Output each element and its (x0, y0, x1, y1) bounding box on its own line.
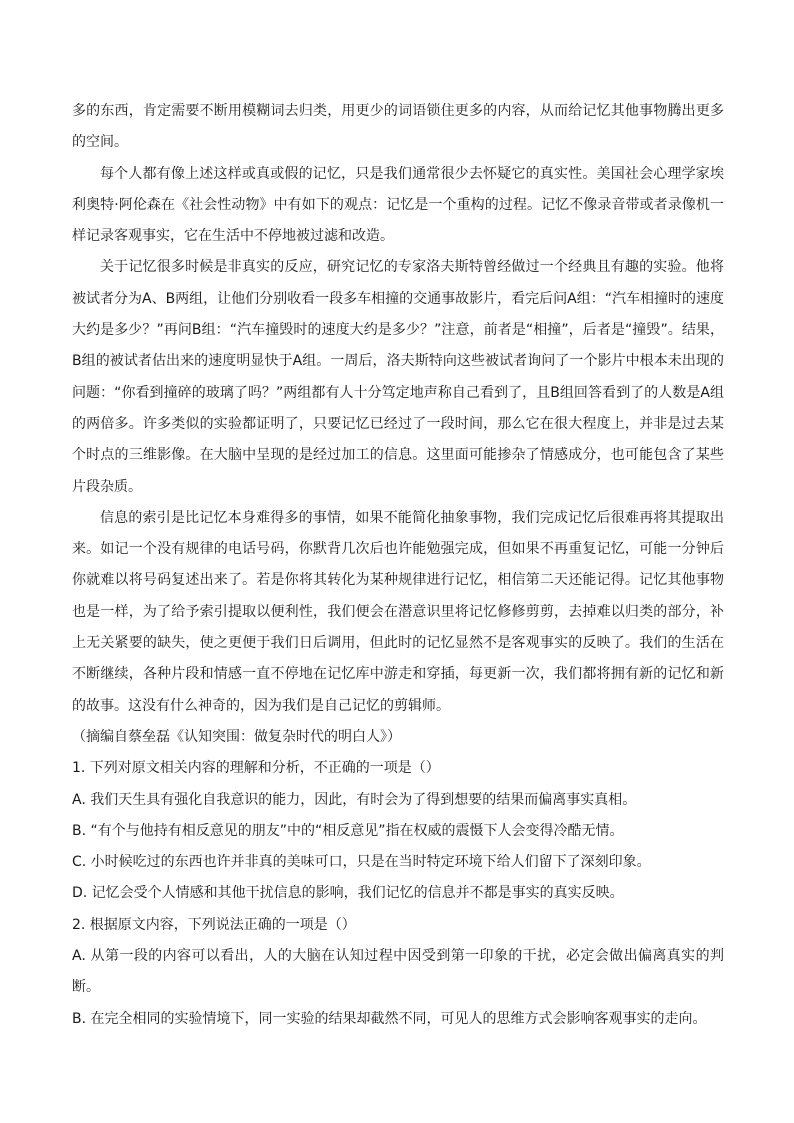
question-2 (72, 910, 724, 1035)
question-stem: 1. 下列对原文相关内容的理解和分析，不正确的一项是（） (72, 760, 440, 777)
source-citation: （摘编自蔡垒磊《认知突围：做复杂时代的明白人》） (72, 728, 401, 745)
question-stem: 2. 根据原文内容，下列说法正确的一项是（） (72, 916, 356, 933)
paragraph-indexing: 信息的索引是比记忆本身难得多的事情，如果不能简化抽象事物，我们完成记忆后很难再将其提取出来。如记一个没有规律的电话号码，你默背几次后也许能勉强完成，但如果不再重复记忆，可能一分钟后你就难以将号码复述出来了。若是你将其转化为某种规律进行记忆，相信第二天还能记得。记忆其他事物也是一样，为了给予索引提取以便利性，我们便会在潜意识里将记忆修修剪剪，去掉难以归类的部分，补上无关紧要的缺失，使之更便于我们日后调用，但此时的记忆显然不是客观事实的反映了。我们的生活在不断继续，各种片段和情感一直不停地在记忆库中游走和穿插，每更新一次，我们都将拥有新的记忆和新的故事。这没有什么神奇的，因为我们是自己记忆的剪辑师。 (72, 509, 724, 714)
paragraph-experiment: 关于记忆很多时候是非真实的反应，研究记忆的专家洛夫斯特曾经做过一个经典且有趣的实验。他将被试者分为A、B两组，让他们分别收看一段多车相撞的交通事故影片，看完后问A组：“汽车相撞时的速度大约是多少？”再问B组：“汽车撞毁时的速度大约是多少？”注意，前者是“相撞”，后者是“撞毁”。结果，B组的被试者估出来的速度明显快于A组。一周后，洛夫斯特向这些被试者询问了一个影片中根本未出现的问题：“你看到撞碎的玻璃了吗？”两组都有人十分笃定地声称自己看到了，且B组回答看到了的人数是A组的两倍多。许多类似的实验都证明了，只要记忆已经过了一段时间，那么它在很大程度上，并非是过去某个时点的三维影像。在大脑中呈现的是经过加工的信息。这里面可能掺杂了情感成分，也可能包含了某些片段杂质。 (72, 259, 725, 495)
option-c: C. 小时候吃过的东西也许并非真的美味可口，只是在当时特定环境下给人们留下了深刻印象。 (72, 854, 651, 871)
option-d: D. 记忆会受个人情感和其他干扰信息的影响，我们记忆的信息并不都是事实的真实反映。 (72, 885, 624, 902)
paragraph-memory-reconstruction: 每个人都有像上述这样或真或假的记忆，只是我们通常很少去怀疑它的真实性。美国社会心理学家埃利奥特·阿伦森在《社会性动物》中有如下的观点：记忆是一个重构的过程。记忆不像录音带或者录像机一样记录客观事实，它在生活中不停地被过滤和改造。 (72, 165, 724, 245)
paragraph-continuation: 多的东西，肯定需要不断用模糊词去归类，用更少的词语锁住更多的内容，从而给记忆其他事物腾出更多的空间。 (72, 103, 724, 151)
option-b: B. 在完全相同的实验情境下，同一实验的结果却截然不同，可见人的思维方式会影响客观事实的走向。 (72, 1010, 707, 1027)
document-page (72, 96, 724, 1035)
question-1 (72, 753, 724, 909)
option-a: A. 我们天生具有强化自我意识的能力，因此，有时会为了得到想要的结果而偏离事实真相。 (72, 791, 637, 808)
option-b: B. “有个与他持有相反意见的朋友”中的“相反意见”指在权威的震慑下人会变得冷酷无情。 (72, 822, 624, 839)
option-a: A. 从第一段的内容可以看出，人的大脑在认知过程中因受到第一印象的干扰，必定会做出偏离真实的判断。 (72, 948, 724, 996)
